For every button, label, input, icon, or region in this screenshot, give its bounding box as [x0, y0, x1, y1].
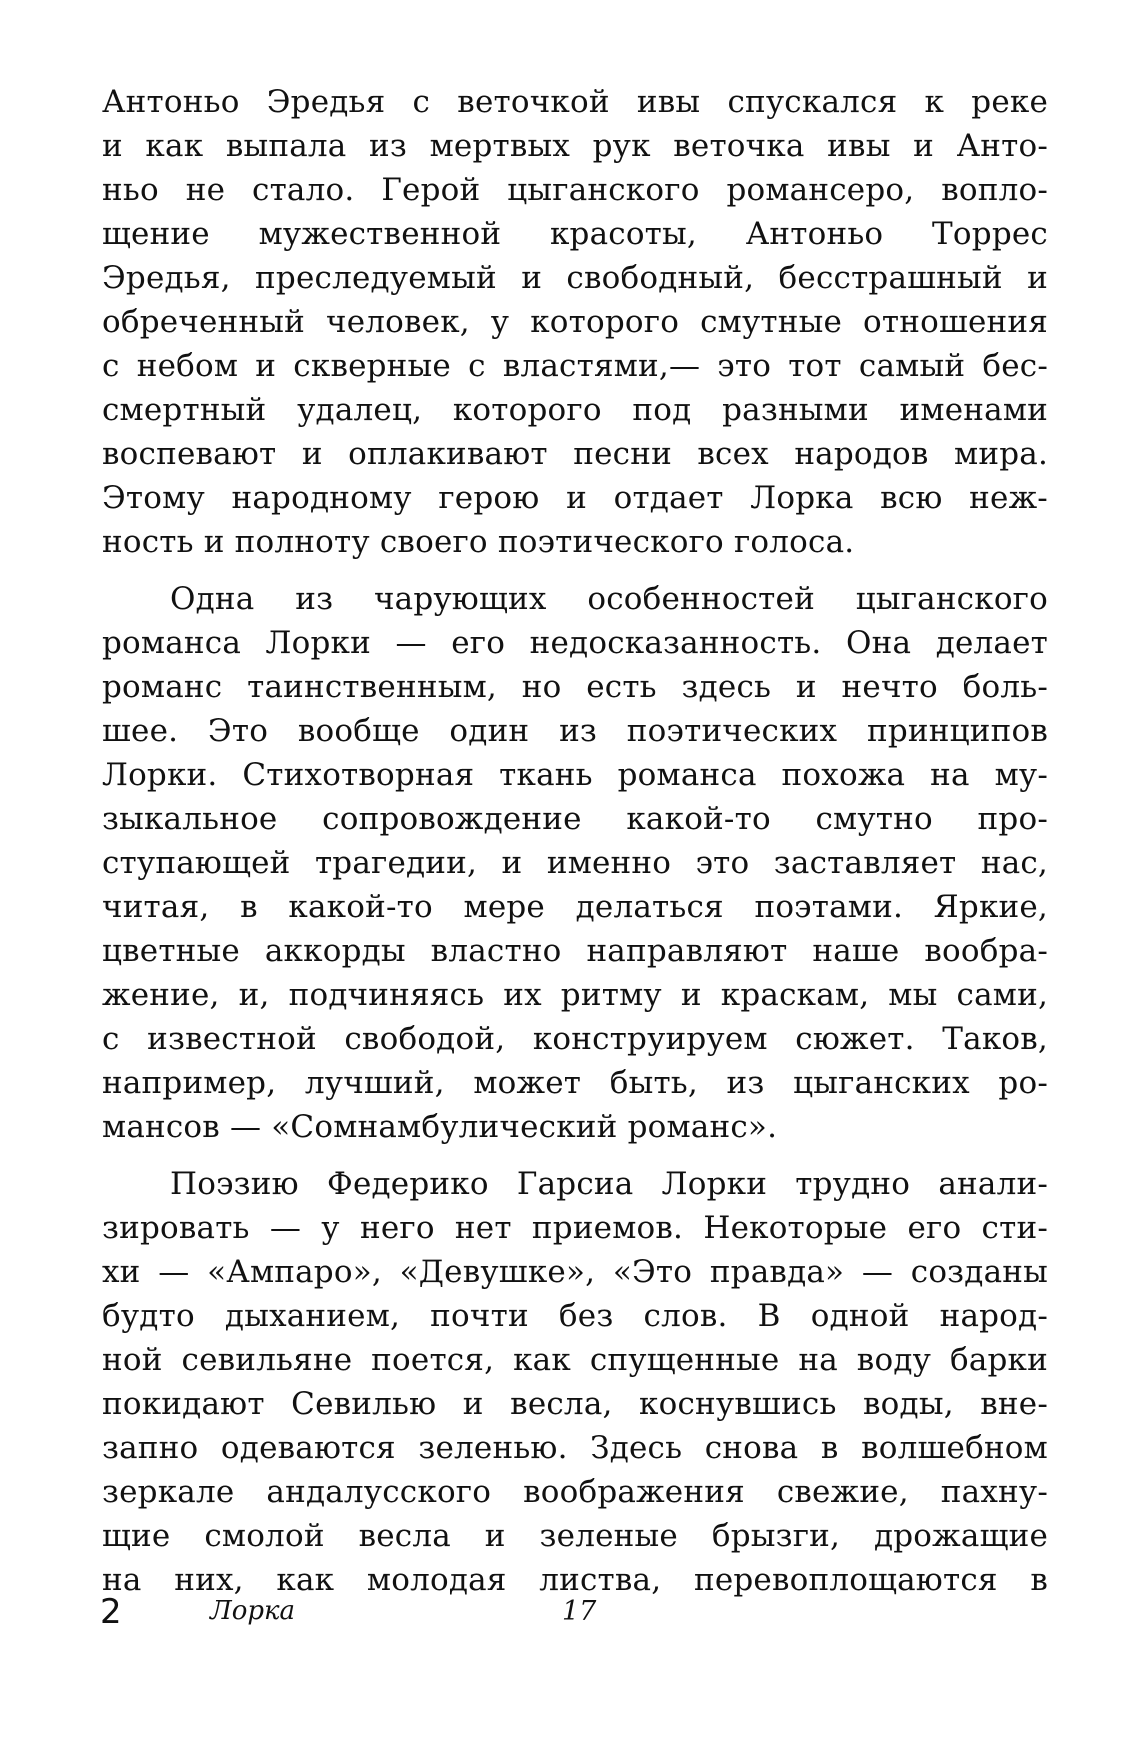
text-line: на них, как молодая листва, перевоплощаются в	[102, 1562, 1048, 1598]
text-line: зировать — у него нет приемов. Некоторые его сти-	[102, 1210, 1048, 1246]
text-line: жение, и, подчиняясь их ритму и краскам, мы сами,	[102, 977, 1048, 1013]
text-line: ньо не стало. Герой цыганского романсеро, вопло-	[102, 172, 1048, 208]
page-number: 17	[562, 1596, 597, 1627]
text-line: щение мужественной красоты, Антоньо Торрес	[102, 216, 1048, 252]
text-line: воспевают и оплакивают песни всех народов мира.	[102, 436, 1048, 472]
text-line: покидают Севилью и весла, коснувшись воды, вне-	[102, 1386, 1048, 1422]
text-line: будто дыханием, почти без слов. В одной народ-	[102, 1298, 1048, 1334]
text-line: обреченный человек, у которого смутные отношения	[102, 304, 1048, 340]
text-line: запно одеваются зеленью. Здесь снова в волшебном	[102, 1430, 1048, 1466]
text-line: Этому народному герою и отдает Лорка всю неж-	[102, 480, 1048, 516]
text-line: например, лучший, может быть, из цыганских ро-	[102, 1065, 1048, 1101]
text-line: Одна из чарующих особенностей цыганского	[170, 581, 1048, 617]
text-line: зеркале андалусского воображения свежие, пахну-	[102, 1474, 1048, 1510]
text-line: ность и полноту своего поэтического голоса.	[102, 524, 855, 560]
text-line: с известной свободой, конструируем сюжет. Таков,	[102, 1021, 1048, 1057]
text-line: романс таинственным, но есть здесь и нечто боль-	[102, 669, 1048, 705]
text-line: зыкальное сопровождение какой-то смутно про-	[102, 801, 1048, 837]
text-line: ступающей трагедии, и именно это заставляет нас,	[102, 845, 1048, 881]
text-line: читая, в какой-то мере делаться поэтами. Яркие,	[102, 889, 1048, 925]
text-line: Эредья, преследуемый и свободный, бесстрашный и	[102, 260, 1048, 296]
text-line: шее. Это вообще один из поэтических принципов	[102, 713, 1048, 749]
running-footer-title: Лорка	[210, 1596, 296, 1626]
text-line: щие смолой весла и зеленые брызги, дрожащие	[102, 1518, 1048, 1554]
text-line: Лорки. Стихотворная ткань романса похожа на му-	[102, 757, 1048, 793]
signature-mark: 2	[100, 1592, 122, 1632]
text-line: цветные аккорды властно направляют наше вообра-	[102, 933, 1048, 969]
text-line: с небом и скверные с властями,— это тот самый бес-	[102, 348, 1048, 384]
text-line: романса Лорки — его недосказанность. Она делает	[102, 625, 1048, 661]
text-line: ной севильяне поется, как спущенные на воду барки	[102, 1342, 1048, 1378]
text-line: мансов — «Сомнамбулический романс».	[102, 1109, 778, 1145]
text-line: смертный удалец, которого под разными именами	[102, 392, 1048, 428]
text-line: Антоньо Эредья с веточкой ивы спускался к реке	[102, 84, 1048, 120]
text-line: Поэзию Федерико Гарсиа Лорки трудно анали-	[170, 1166, 1048, 1202]
text-line: и как выпала из мертвых рук веточка ивы и Анто-	[102, 128, 1048, 164]
text-line: хи — «Ампаро», «Девушке», «Это правда» — созданы	[102, 1254, 1048, 1290]
